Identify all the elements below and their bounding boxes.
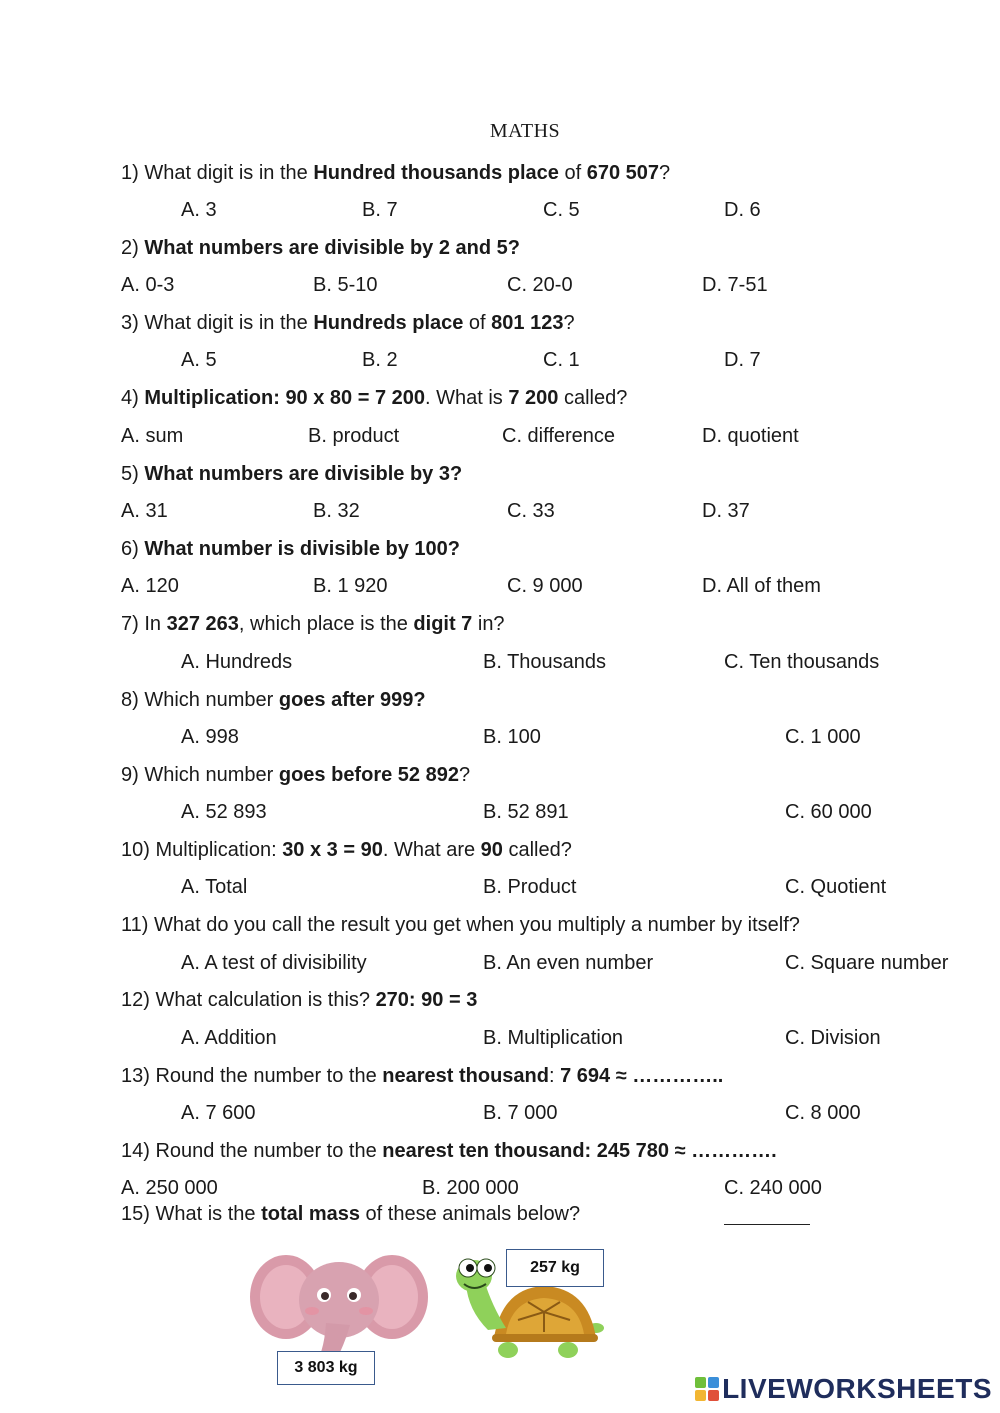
- question-number: 15): [121, 1203, 150, 1225]
- question-8: [121, 689, 426, 712]
- q4-option-d[interactable]: D. quotient: [702, 425, 799, 447]
- question-13: [121, 1065, 723, 1088]
- q5-option-b[interactable]: B. 32: [313, 500, 360, 522]
- question-text: What calculation is this?: [149, 989, 376, 1011]
- q12-option-a[interactable]: A. Addition: [181, 1027, 277, 1049]
- q6-option-c[interactable]: C. 9 000: [507, 575, 583, 597]
- question-number: 11): [121, 914, 149, 936]
- question-bold: 7 200: [508, 387, 559, 409]
- q2-option-d[interactable]: D. 7-51: [702, 274, 768, 296]
- question-text: Multiplication:: [149, 839, 283, 861]
- question-1: [121, 162, 670, 185]
- question-number: 1): [121, 162, 139, 184]
- question-text: ?: [563, 312, 575, 334]
- question-text: Which number: [138, 689, 279, 711]
- q12-option-b[interactable]: B. Multiplication: [483, 1027, 624, 1049]
- question-bold: 90: [480, 839, 503, 861]
- question-bold: nearest ten thousand: 245 780 ≈ ………….: [382, 1140, 777, 1162]
- q4-option-b[interactable]: B. product: [308, 425, 400, 447]
- question-bold: 670 507: [586, 162, 660, 184]
- question-bold: total mass: [261, 1203, 360, 1225]
- question-text: In: [138, 613, 167, 635]
- q3-option-a[interactable]: A. 5: [181, 349, 217, 371]
- question-bold: 7 694 ≈ …………..: [560, 1065, 724, 1087]
- question-text: of: [558, 162, 587, 184]
- question-9: [121, 764, 470, 787]
- q14-option-a[interactable]: A. 250 000: [121, 1177, 218, 1199]
- question-10: [121, 839, 572, 862]
- q1-option-a[interactable]: A. 3: [181, 199, 217, 221]
- question-bold: 801 123: [491, 312, 564, 334]
- q7-option-a[interactable]: A. Hundreds: [181, 651, 293, 673]
- q2-option-a[interactable]: A. 0-3: [121, 274, 175, 296]
- q1-option-b[interactable]: B. 7: [362, 199, 398, 221]
- question-bold: nearest thousand: [382, 1065, 549, 1087]
- question-11: [121, 914, 800, 937]
- question-bold: digit 7: [413, 613, 473, 635]
- question-number: 5): [121, 463, 145, 485]
- question-number: 13): [121, 1065, 150, 1087]
- question-number: 7): [121, 613, 139, 635]
- question-number: 6): [121, 538, 145, 560]
- question-bold: What numbers are divisible by 3?: [144, 463, 463, 485]
- question-number: 4): [121, 387, 145, 409]
- q7-option-c[interactable]: C. Ten thousands: [724, 651, 880, 673]
- question-text: called?: [502, 839, 572, 861]
- question-number: 2): [121, 237, 145, 259]
- q10-option-c[interactable]: C. Quotient: [785, 876, 887, 898]
- turtle-mass-label: 257 kg: [506, 1249, 604, 1287]
- question-number: 3): [121, 312, 139, 334]
- q13-option-b[interactable]: B. 7 000: [483, 1102, 558, 1124]
- q8-option-b[interactable]: B. 100: [483, 726, 541, 748]
- question-text: What digit is in the: [138, 312, 314, 334]
- page-title: MATHS: [489, 120, 561, 142]
- question-text: ?: [458, 764, 471, 786]
- question-text: Round the number to the: [149, 1065, 383, 1087]
- question-text: Which number: [138, 764, 279, 786]
- question-text: , which place is the: [238, 613, 414, 635]
- q8-option-a[interactable]: A. 998: [181, 726, 239, 748]
- question-4: [121, 387, 627, 410]
- q6-option-d[interactable]: D. All of them: [702, 575, 821, 597]
- question-bold: goes after 999?: [278, 689, 426, 711]
- q4-option-c[interactable]: C. difference: [502, 425, 616, 447]
- brand-text: LIVEWORKSHEETS: [722, 1373, 992, 1404]
- question-text: . What are: [382, 839, 481, 861]
- elephant-mass-label: 3 803 kg: [277, 1351, 375, 1385]
- q1-option-c[interactable]: C. 5: [543, 199, 580, 221]
- question-bold: What numbers are divisible by 2 and 5?: [144, 237, 520, 259]
- q3-option-b[interactable]: B. 2: [362, 349, 398, 371]
- question-bold: What number is divisible by 100?: [144, 538, 460, 560]
- question-text: called?: [558, 387, 628, 409]
- question-bold: Multiplication: 90 x 80 = 7 200: [144, 387, 426, 409]
- answer-blank[interactable]: [724, 1224, 810, 1225]
- question-number: 9): [121, 764, 139, 786]
- question-text: Round the number to the: [149, 1140, 383, 1162]
- question-bold: Hundreds place: [313, 312, 464, 334]
- question-bold: 327 263: [166, 613, 239, 635]
- q9-option-c[interactable]: C. 60 000: [785, 801, 872, 823]
- q14-option-c[interactable]: C. 240 000: [724, 1177, 822, 1199]
- q7-option-b[interactable]: B. Thousands: [483, 651, 607, 673]
- question-number: 10): [121, 839, 150, 861]
- question-text: . What is: [425, 387, 509, 409]
- question-bold: 30 x 3 = 90: [282, 839, 383, 861]
- q6-option-a[interactable]: A. 120: [121, 575, 179, 597]
- question-number: 8): [121, 689, 139, 711]
- q4-option-a[interactable]: A. sum: [121, 425, 184, 447]
- question-3: [121, 312, 575, 335]
- question-12: [121, 989, 477, 1012]
- q9-option-a[interactable]: A. 52 893: [181, 801, 267, 823]
- liveworksheets-icon: [694, 1376, 720, 1402]
- q8-option-c[interactable]: C. 1 000: [785, 726, 861, 748]
- q10-option-b[interactable]: B. Product: [483, 876, 577, 898]
- question-15: [121, 1203, 580, 1226]
- q2-option-c[interactable]: C. 20-0: [507, 274, 573, 296]
- question-text: in?: [472, 613, 505, 635]
- q13-option-a[interactable]: A. 7 600: [181, 1102, 256, 1124]
- question-number: 12): [121, 989, 150, 1011]
- q11-option-a[interactable]: A. A test of divisibility: [181, 952, 367, 974]
- q2-option-b[interactable]: B. 5-10: [313, 274, 378, 296]
- q12-option-c[interactable]: C. Division: [785, 1027, 881, 1049]
- q9-option-b[interactable]: B. 52 891: [483, 801, 569, 823]
- q6-option-b[interactable]: B. 1 920: [313, 575, 388, 597]
- q3-option-c[interactable]: C. 1: [543, 349, 580, 371]
- q5-option-a[interactable]: A. 31: [121, 500, 168, 522]
- q3-option-d[interactable]: D. 7: [724, 349, 761, 371]
- question-bold: 270: 90 = 3: [375, 989, 478, 1011]
- q14-option-b[interactable]: B. 200 000: [422, 1177, 519, 1199]
- q10-option-a[interactable]: A. Total: [181, 876, 248, 898]
- question-6: [121, 538, 460, 561]
- q5-option-c[interactable]: C. 33: [507, 500, 555, 522]
- question-text: What is the: [149, 1203, 262, 1225]
- q11-option-c[interactable]: C. Square number: [785, 952, 949, 974]
- question-5: [121, 463, 462, 486]
- question-text: What do you call the result you get when you multiply a number by itself?: [148, 914, 800, 936]
- q11-option-b[interactable]: B. An even number: [483, 952, 654, 974]
- question-text: of these animals below?: [360, 1203, 581, 1225]
- question-text: :: [548, 1065, 561, 1087]
- q5-option-d[interactable]: D. 37: [702, 500, 750, 522]
- question-number: 14): [121, 1140, 150, 1162]
- question-text: What digit is in the: [138, 162, 314, 184]
- question-text: ?: [659, 162, 671, 184]
- question-bold: Hundred thousands place: [313, 162, 559, 184]
- liveworksheets-logo: [694, 1373, 992, 1405]
- question-2: [121, 237, 520, 260]
- question-bold: goes before 52 892: [278, 764, 459, 786]
- q1-option-d[interactable]: D. 6: [724, 199, 761, 221]
- question-7: [121, 613, 505, 636]
- q13-option-c[interactable]: C. 8 000: [785, 1102, 861, 1124]
- question-14: [121, 1140, 777, 1163]
- question-text: of: [463, 312, 492, 334]
